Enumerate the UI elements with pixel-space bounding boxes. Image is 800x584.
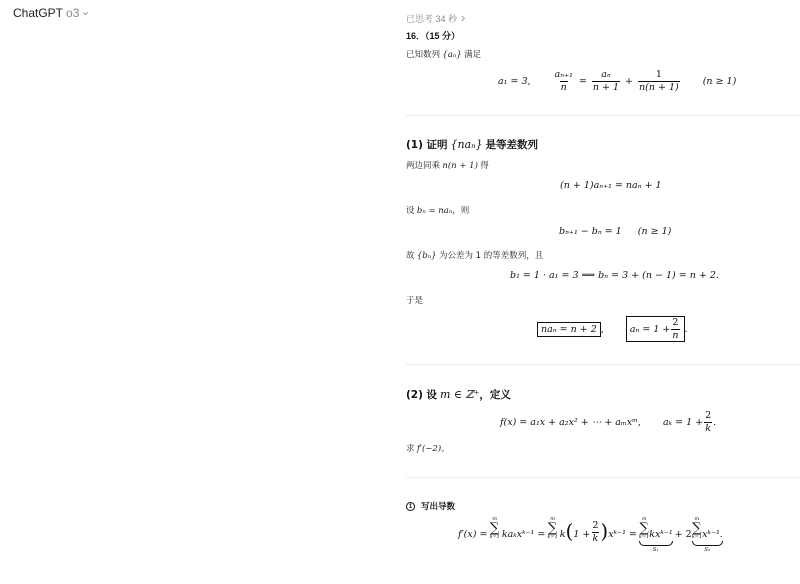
problem-heading: 16．（15 分）	[406, 31, 461, 41]
thought-toggle[interactable]	[406, 12, 466, 25]
step1-equation: f′(x) = m ∑ k=1 kaₖxᵏ⁻¹ = m ∑ k=1 k ( 1 + $\frac{2}{k}$ ) xᵏ⁻¹ = m ∑ k=1 kxᵏ⁻¹ S₁ + 2 m ∑ k=1 xᵏ⁻¹. S₂	[458, 516, 723, 553]
model-version: o3	[66, 6, 80, 20]
step1-heading: 1 写出导数	[406, 500, 455, 512]
section-divider	[406, 364, 800, 365]
section-divider	[406, 115, 800, 116]
part1-line1: 两边同乘 n(n + 1) 得	[406, 161, 489, 171]
model-switcher[interactable]	[13, 6, 89, 20]
problem-intro: 已知数列 {aₙ} 满足	[406, 50, 482, 60]
assistant-message	[406, 0, 800, 584]
step-number-badge: 1	[406, 502, 415, 511]
part1-title: (1) 证明 {naₙ} 是等差数列	[406, 138, 539, 151]
app-name: ChatGPT	[13, 6, 64, 20]
part2-ask: 求 f′(−2)。	[406, 444, 450, 454]
chevron-right-icon	[460, 15, 466, 22]
part1-eq2: bₙ₊₁ − bₙ = 1 (n ≥ 1)	[559, 226, 672, 237]
thought-label: 已思考 34 秒	[406, 14, 458, 24]
chevron-down-icon	[82, 10, 89, 17]
part1-result: naₙ = n + 2 , aₙ = 1 + $\frac{2}{n}$ .	[537, 316, 688, 342]
part1-eq1: (n + 1)aₙ₊₁ = naₙ + 1	[560, 180, 662, 191]
part1-line4: 于是	[406, 295, 424, 305]
boxed-result-1: naₙ = n + 2	[537, 322, 601, 337]
boxed-result-2: aₙ = 1 + $\frac{2}{n}$	[626, 316, 685, 342]
part2-title: (2) 设 m ∈ ℤ⁺，定义	[406, 388, 511, 401]
part1-line3: 故 {bₙ} 为公差为 1 的等差数列，且	[406, 251, 544, 261]
section-divider	[406, 477, 800, 478]
part1-line2: 设 bₙ = naₙ，则	[406, 206, 470, 216]
part1-eq3: b₁ = 1 · a₁ = 3 ⟹ bₙ = 3 + (n − 1) = n + 2.	[510, 270, 719, 281]
part2-eq1: f(x) = a₁x + a₂x² + ⋯ + aₘxᵐ, aₖ = 1 + $\frac{2}{k}$ .	[500, 410, 717, 434]
problem-equation: a₁ = 3, $\frac{\text{aₙ₊₁}}{n}$ = $\frac{\text{aₙ}}{n + 1}$ + $\frac{1}{n(n + 1)}$ (n ≥ 1)	[498, 69, 737, 93]
